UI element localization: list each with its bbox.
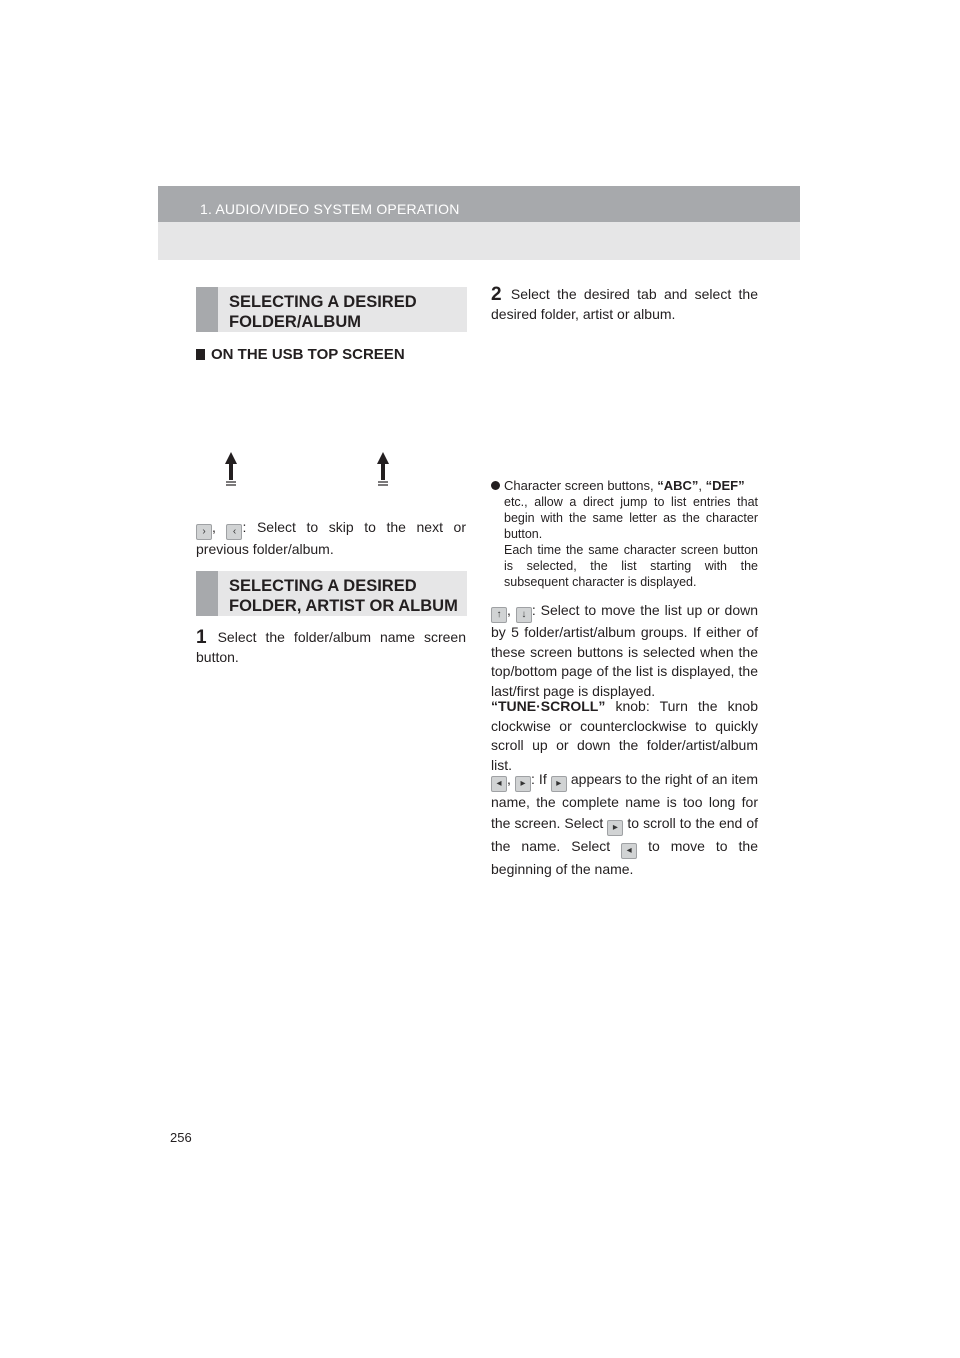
section-title-line2: FOLDER/ALBUM [229,313,361,331]
updown-text: : Select to move the list up or down by 5 folder/artist/album groups. If either of these screen buttons is selected when the top/bottom page of the list is displayed, the last/first page is displayed. [491,602,759,699]
updown-description: ↑ , ↓ : Select to move the list up or down by 5 folder/artist/album groups. If either of these screen buttons is selected when the top/bottom page of the list is displayed, the last/first page is displayed. [491,602,759,699]
section-title-line1: SELECTING A DESIRED [229,293,417,311]
tune-scroll-label: “TUNE·SCROLL” [491,698,606,714]
bullet-detail-2: Each time the same character screen button is selected, the list starting with the subsequent character is displayed. [504,543,758,589]
step-number: 2 [491,284,502,305]
step-number: 1 [196,627,207,648]
tune-scroll-text: knob: Turn the knob clockwise or counterclockwise to quickly scroll up or down the folder/artist/album list. [491,698,758,773]
step-2 [491,285,758,324]
section-title [229,576,458,616]
skip-text: : Select to skip to the next or previous folder/album. [196,519,466,557]
bullet-detail: etc., allow a direct jump to list entries that begin with the same letter as the character button. [504,495,758,541]
section-marker [196,287,218,332]
page-up-icon: ↑ [491,607,507,623]
step-text: Select the desired tab and select the desired folder, artist or album. [491,286,758,322]
scroll-left-icon: ◂ [621,843,637,859]
step-1 [196,628,466,667]
bullet-dot-icon [491,481,500,490]
previous-folder-icon: ‹ [226,524,242,540]
section-title-line2: FOLDER, ARTIST OR ALBUM [229,597,458,615]
section-heading-folder-artist-album [196,571,467,616]
usb-heading-text: ON THE USB TOP SCREEN [211,346,405,363]
callout-arrow-icon [224,452,238,488]
scroll-right-icon: ▸ [551,776,567,792]
callout-arrow-icon [376,452,390,488]
page-number: 256 [170,1130,192,1145]
section-title-line1: SELECTING A DESIRED [229,577,417,595]
header-band [158,186,800,222]
bullet-lead: Character screen buttons, “ABC”, “DEF” [504,478,745,493]
usb-top-screen-heading [196,346,405,363]
character-buttons-note [491,477,758,590]
page-header [158,186,800,260]
scroll-right-icon: ▸ [607,820,623,836]
section-title [229,292,417,332]
skip-description: › , ‹ : Select to skip to the next or previous folder/album. [196,519,466,557]
name-scroll-description: ◂ , ▸ : If ▸ appears to the right of an item name, the complete name is too long for the screen. Select ▸ to scroll to the end of the name. Select ◂ to move to the beginning of the name. [491,771,759,877]
section-heading-folder-album [196,287,467,332]
next-folder-icon: › [196,524,212,540]
scroll-right-icon: ▸ [515,776,531,792]
section-marker [196,571,218,616]
step-text: Select the folder/album name screen button. [196,629,467,665]
square-bullet-icon [196,349,205,360]
tune-scroll-description [491,697,758,775]
scroll-left-icon: ◂ [491,776,507,792]
page-down-icon: ↓ [516,607,532,623]
header-title: 1. AUDIO/VIDEO SYSTEM OPERATION [200,201,460,217]
